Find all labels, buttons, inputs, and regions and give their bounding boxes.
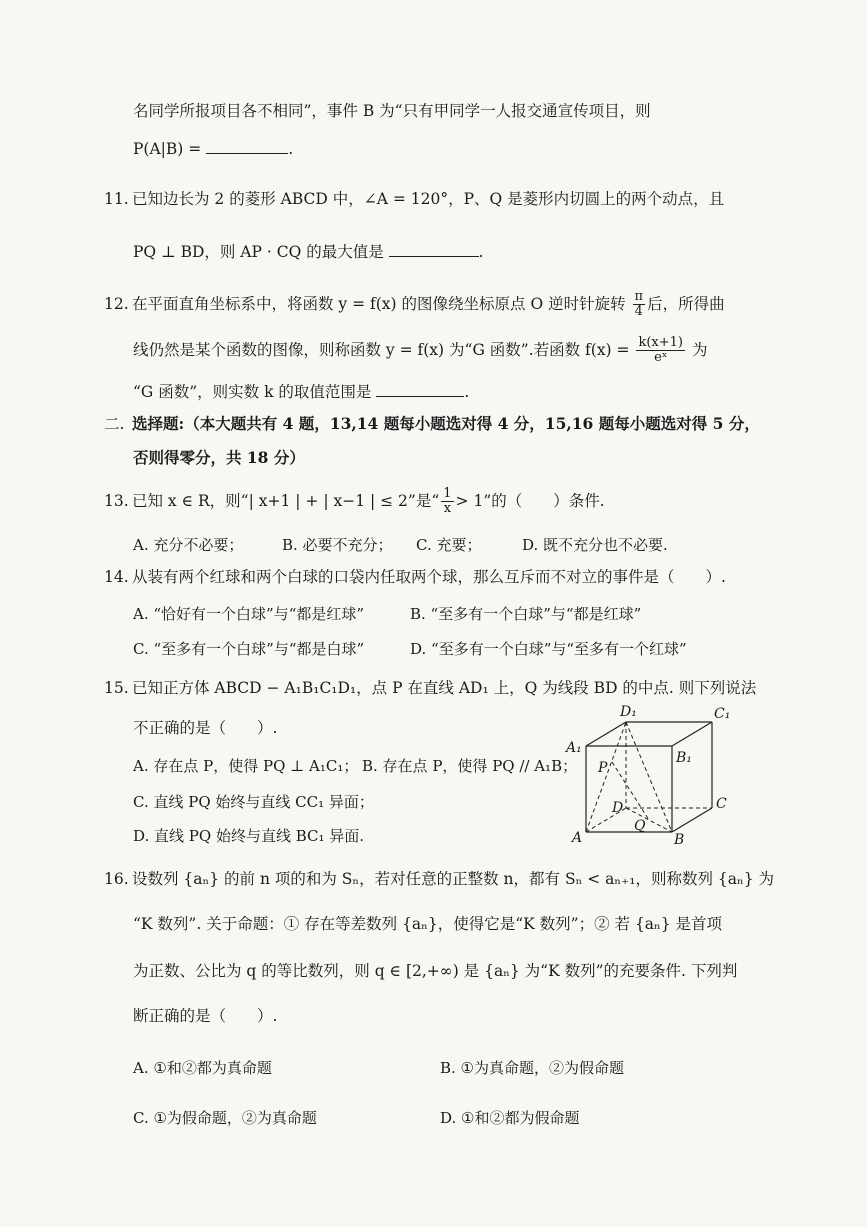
label-d: D (612, 800, 624, 816)
q13-frac-den: x (443, 501, 452, 517)
q12-stem-line1b: 后，所得曲 (647, 294, 725, 313)
q13-option-c: C. 充要； (416, 536, 482, 554)
q13-number: 13. (104, 491, 129, 510)
q16-line3: 为正数、公比为 q 的等比数列，则 q ∈ [2,+∞) 是 {aₙ} 为“K 数列”的充要条件. 下列判 (133, 962, 738, 980)
q16-line1 (104, 870, 774, 889)
q13-option-d: D. 既不充分也不必要. (522, 536, 668, 554)
q14-stem-text: 从装有两个红球和两个白球的口袋内任取两个球，那么互斥而不对立的事件是（ ）. (132, 568, 726, 586)
q16-line2: “K 数列”. 关于命题：① 存在等差数列 {aₙ}，使得它是“K 数列”；② 若 {aₙ} 是首项 (133, 915, 723, 933)
rotation-denominator: 4 (634, 304, 643, 320)
q12-answer-blank (376, 395, 464, 397)
q16-option-c: C. ①为假命题，②为真命题 (133, 1109, 317, 1127)
edge-a1-d1 (586, 722, 626, 746)
q10-line1: 名同学所报项目各不相同”，事件 B 为“只有甲同学一人报交通宣传项目，则 (133, 102, 651, 120)
edge-b-c (672, 808, 712, 832)
rotation-numerator: π (634, 289, 644, 304)
label-d1: D₁ (620, 704, 637, 720)
q14-option-b: B. “至多有一个白球”与“都是红球” (410, 605, 642, 623)
label-b1: B₁ (676, 750, 692, 766)
label-b: B (674, 832, 685, 848)
label-p: P (598, 760, 608, 776)
q12-stem-line2b: 为 (691, 340, 708, 359)
q12-stem-line1a: 在平面直角坐标系中，将函数 y = f(x) 的图像绕坐标原点 O 逆时针旋转 (132, 294, 626, 313)
q12-stem-line3: “G 函数”，则实数 k 的取值范围是 (133, 383, 372, 401)
label-a: A (572, 830, 583, 846)
function-numerator: k(x+1) (638, 335, 683, 350)
q13-stem-a: 已知 x ∈ R，则“| x+1 | + | x−1 | ≤ 2”是“ (132, 491, 440, 510)
q15-option-d: D. 直线 PQ 始终与直线 BC₁ 异面. (133, 827, 365, 845)
section2-header (104, 415, 760, 434)
q14-option-d: D. “至多有一个白球”与“至多有一个红球” (410, 640, 687, 658)
q11-stem-line2: PQ ⊥ BD，则 AP · CQ 的最大值是 (133, 243, 384, 261)
label-c1: C₁ (714, 706, 731, 722)
label-a1: A₁ (566, 740, 582, 756)
q11-stem-line1: 已知边长为 2 的菱形 ABCD 中，∠A = 120°，P、Q 是菱形内切圆上的两个动点，且 (132, 190, 725, 208)
section2-line2: 否则得零分，共 18 分） (133, 448, 305, 467)
q11-number: 11. (104, 190, 129, 208)
q11-line2: PQ ⊥ BD，则 AP · CQ 的最大值是 . (133, 243, 484, 261)
q15-stem2: 不正确的是（ ）. (133, 719, 278, 737)
q16-option-b: B. ①为真命题，②为假命题 (440, 1059, 625, 1077)
q12-line1 (104, 290, 725, 320)
q12-number: 12. (104, 294, 129, 313)
q11-answer-blank (389, 255, 479, 257)
q13-fraction (441, 487, 453, 517)
label-q: Q (634, 818, 646, 834)
cube-diagram (562, 700, 742, 850)
q13-stem (104, 487, 605, 517)
q12-stem-line2a: 线仍然是某个函数的图像，则称函数 y = f(x) 为“G 函数”.若函数 f(x) = (133, 340, 630, 359)
section2-title: 选择题:（本大题共有 4 题，13,14 题每小题选对得 4 分，15,16 题每小题选对得 5 分， (132, 414, 760, 433)
rotation-angle-fraction (633, 290, 646, 320)
label-c: C (716, 796, 727, 812)
q12-line2 (133, 336, 707, 366)
q15-number: 15. (104, 679, 129, 697)
q14-stem (104, 568, 726, 587)
q15-option-a: A. 存在点 P，使得 PQ ⊥ A₁C₁； (133, 757, 359, 775)
edge-b1-c1 (672, 722, 712, 746)
q10-expression: P(A|B) = (133, 140, 202, 158)
q13-option-b: B. 必要不充分； (282, 536, 393, 554)
q10-line2: P(A|B) = . (133, 140, 294, 158)
q16-number: 16. (104, 870, 129, 888)
q14-option-c: C. “至多有一个白球”与“都是白球” (133, 640, 365, 658)
q13-stem-b: > 1”的（ ）条件. (455, 491, 605, 510)
function-denominator: eˣ (654, 350, 668, 366)
q10-answer-blank (206, 152, 288, 154)
q16-stem-line1: 设数列 {aₙ} 的前 n 项的和为 Sₙ，若对任意的正整数 n，都有 Sₙ < aₙ₊₁，则称数列 {aₙ} 为 (132, 870, 774, 888)
q16-line4: 断正确的是（ ）. (133, 1007, 278, 1025)
q15-stem-text: 已知正方体 ABCD − A₁B₁C₁D₁，点 P 在直线 AD₁ 上，Q 为线段 BD 的中点. 则下列说法 (132, 679, 757, 697)
q16-option-a: A. ①和②都为真命题 (133, 1059, 272, 1077)
q11-line1 (104, 190, 724, 209)
q14-number: 14. (104, 568, 129, 586)
q12-line3: “G 函数”，则实数 k 的取值范围是 . (133, 383, 470, 401)
segment-d1-b (626, 722, 672, 832)
q14-option-a: A. “恰好有一个白球”与“都是红球” (133, 605, 365, 623)
section2-number: 二. (104, 415, 125, 433)
function-fraction (636, 336, 685, 366)
q13-frac-num: 1 (443, 486, 452, 501)
q15-option-b: B. 存在点 P，使得 PQ // A₁B； (362, 757, 578, 775)
q16-option-d: D. ①和②都为假命题 (440, 1109, 580, 1127)
q15-stem1 (104, 679, 756, 698)
q15-option-c: C. 直线 PQ 始终与直线 CC₁ 异面； (133, 793, 374, 811)
q13-option-a: A. 充分不必要； (133, 536, 244, 554)
